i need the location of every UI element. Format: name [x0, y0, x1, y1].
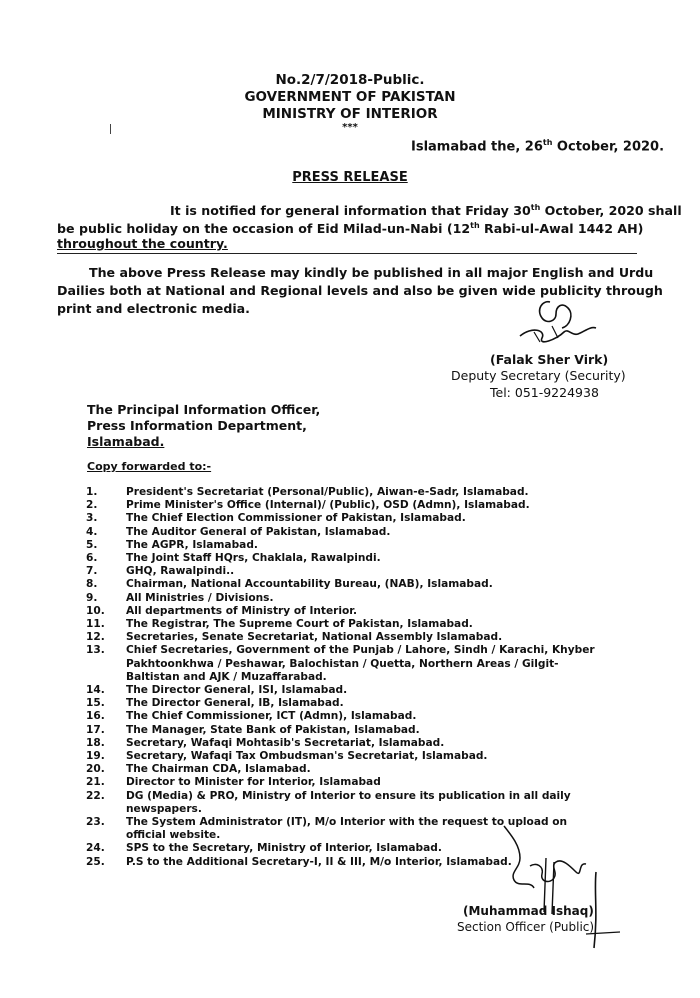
recipient-number: 16.: [86, 710, 105, 723]
recipient-text: Director to Minister for Interior, Islamabad: [126, 776, 381, 789]
recipient-number: 25.: [86, 855, 105, 868]
signatory1-designation: Deputy Secretary (Security): [451, 368, 626, 383]
recipient-item: [86, 592, 606, 605]
para1-line1: It is notified for general information that Friday 30th October, 2020 shall: [170, 203, 682, 219]
recipients-list: [86, 486, 606, 869]
recipient-item: [86, 578, 606, 591]
recipient-item: [86, 512, 606, 525]
recipient-number: 20.: [86, 763, 105, 776]
recipient-text: The Registrar, The Supreme Court of Pakistan, Islamabad.: [126, 618, 473, 631]
recipient-number: 1.: [86, 486, 98, 498]
recipient-number: 6.: [86, 552, 98, 565]
ministry-heading: MINISTRY OF INTERIOR: [262, 106, 438, 122]
recipient-text: SPS to the Secretary, Ministry of Interior, Islamabad.: [126, 842, 442, 855]
recipient-number: 4.: [86, 525, 98, 538]
recipient-item: [86, 684, 606, 697]
recipient-text: The AGPR, Islamabad.: [126, 538, 258, 551]
header-stars: ***: [342, 122, 358, 133]
reference-number: No.2/7/2018-Public.: [275, 72, 425, 88]
addressee-line1: The Principal Information Officer,: [87, 402, 321, 417]
recipient-text: Chief Secretaries, Government of the Punjab / Lahore, Sindh / Karachi, Khyber Pakhtoonkhwa / Peshawar, Balochistan / Quetta, Northern Areas / Gilgit-Baltistan and AJK / Muzaffarabad.: [126, 644, 595, 683]
recipient-text: The Chief Election Commissioner of Pakistan, Islamabad.: [126, 512, 466, 525]
press-release-title: PRESS RELEASE: [292, 170, 408, 185]
para2-line2: Dailies both at National and Regional levels and also be given wide publicity through: [57, 283, 663, 298]
recipient-item: [86, 539, 606, 552]
para1-line3: throughout the country.: [57, 236, 228, 251]
recipient-item: [86, 763, 606, 776]
recipient-item: [86, 710, 606, 723]
copy-forwarded-heading: Copy forwarded to:-: [87, 460, 212, 473]
recipient-number: 22.: [86, 789, 105, 802]
recipient-text: Secretary, Wafaqi Mohtasib's Secretariat, Islamabad.: [126, 736, 445, 749]
recipient-number: 14.: [86, 684, 105, 697]
recipient-number: 12.: [86, 631, 105, 644]
addressee-line3: Islamabad.: [87, 434, 165, 449]
para2-line3: print and electronic media.: [57, 301, 250, 316]
signatory2-name: (Muhammad Ishaq): [463, 904, 594, 918]
underline-rule: [57, 253, 637, 254]
recipient-item: [86, 618, 606, 631]
recipient-item: [86, 750, 606, 763]
recipient-item: [86, 486, 606, 499]
recipient-number: 8.: [86, 578, 98, 591]
margin-mark: [110, 124, 111, 134]
recipient-item: [86, 737, 606, 750]
recipient-number: 13.: [86, 644, 105, 657]
recipient-item: [86, 552, 606, 565]
recipient-number: 5.: [86, 538, 98, 551]
recipient-text: All Ministries / Divisions.: [126, 591, 274, 604]
recipient-item: [86, 644, 606, 684]
recipient-text: The Chairman CDA, Islamabad.: [126, 763, 311, 776]
recipient-number: 17.: [86, 723, 105, 736]
recipient-item: [86, 724, 606, 737]
recipient-item: [86, 776, 606, 789]
recipient-number: 7.: [86, 565, 98, 578]
recipient-item: [86, 526, 606, 539]
date-line: Islamabad the, 26th October, 2020.: [411, 138, 665, 155]
signatory1-name: (Falak Sher Virk): [490, 352, 609, 367]
recipient-text: All departments of Ministry of Interior.: [126, 604, 358, 617]
government-heading: GOVERNMENT OF PAKISTAN: [244, 89, 456, 105]
recipient-item: [86, 790, 606, 816]
recipient-number: 21.: [86, 776, 105, 789]
recipient-text: The Director General, ISI, Islamabad.: [126, 684, 348, 697]
recipient-text: Chairman, National Accountability Bureau, (NAB), Islamabad.: [126, 578, 493, 591]
recipient-number: 23.: [86, 816, 105, 829]
recipient-text: The Joint Staff HQrs, Chaklala, Rawalpindi.: [126, 552, 381, 565]
recipient-number: 9.: [86, 591, 98, 604]
para1-line2: be public holiday on the occasion of Eid Milad-un-Nabi (12th Rabi-ul-Awal 1442 AH): [57, 221, 644, 237]
recipient-item: [86, 565, 606, 578]
recipient-text: Prime Minister's Office (Internal)/ (Public), OSD (Admn), Islamabad.: [126, 499, 530, 512]
recipient-number: 2.: [86, 499, 98, 512]
recipient-item: [86, 631, 606, 644]
recipient-item: [86, 605, 606, 618]
recipient-text: The Auditor General of Pakistan, Islamabad.: [126, 525, 391, 538]
recipient-number: 18.: [86, 736, 105, 749]
recipient-text: Secretary, Wafaqi Tax Ombudsman's Secretariat, Islamabad.: [126, 750, 488, 763]
recipient-text: GHQ, Rawalpindi..: [126, 565, 235, 578]
recipient-item: [86, 499, 606, 512]
recipient-text: The Chief Commissioner, ICT (Admn), Islamabad.: [126, 710, 417, 723]
recipient-number: 3.: [86, 512, 98, 525]
recipient-number: 11.: [86, 618, 105, 631]
para2-line1: The above Press Release may kindly be published in all major English and Urdu: [89, 265, 654, 280]
recipient-number: 24.: [86, 842, 105, 855]
signature-falak-sher-virk: [512, 296, 602, 350]
addressee-line2: Press Information Department,: [87, 418, 307, 433]
recipient-number: 15.: [86, 697, 105, 710]
recipient-text: The Director General, IB, Islamabad.: [126, 697, 344, 710]
signatory2-designation: Section Officer (Public): [457, 920, 595, 934]
signatory1-telephone: Tel: 051-9224938: [490, 385, 599, 400]
recipient-number: 19.: [86, 750, 105, 763]
recipient-text: The System Administrator (IT), M/o Interior with the request to upload on official website.: [126, 816, 568, 842]
recipient-text: President's Secretariat (Personal/Public), Aiwan-e-Sadr, Islamabad.: [126, 486, 529, 498]
recipient-text: DG (Media) & PRO, Ministry of Interior to ensure its publication in all daily newspapers.: [126, 789, 571, 815]
recipient-number: 10.: [86, 604, 105, 617]
recipient-text: The Manager, State Bank of Pakistan, Islamabad.: [126, 723, 420, 736]
recipient-text: Secretaries, Senate Secretariat, National Assembly Islamabad.: [126, 631, 503, 644]
recipient-text: P.S to the Additional Secretary-I, II & III, M/o Interior, Islamabad.: [126, 855, 512, 868]
recipient-item: [86, 697, 606, 710]
